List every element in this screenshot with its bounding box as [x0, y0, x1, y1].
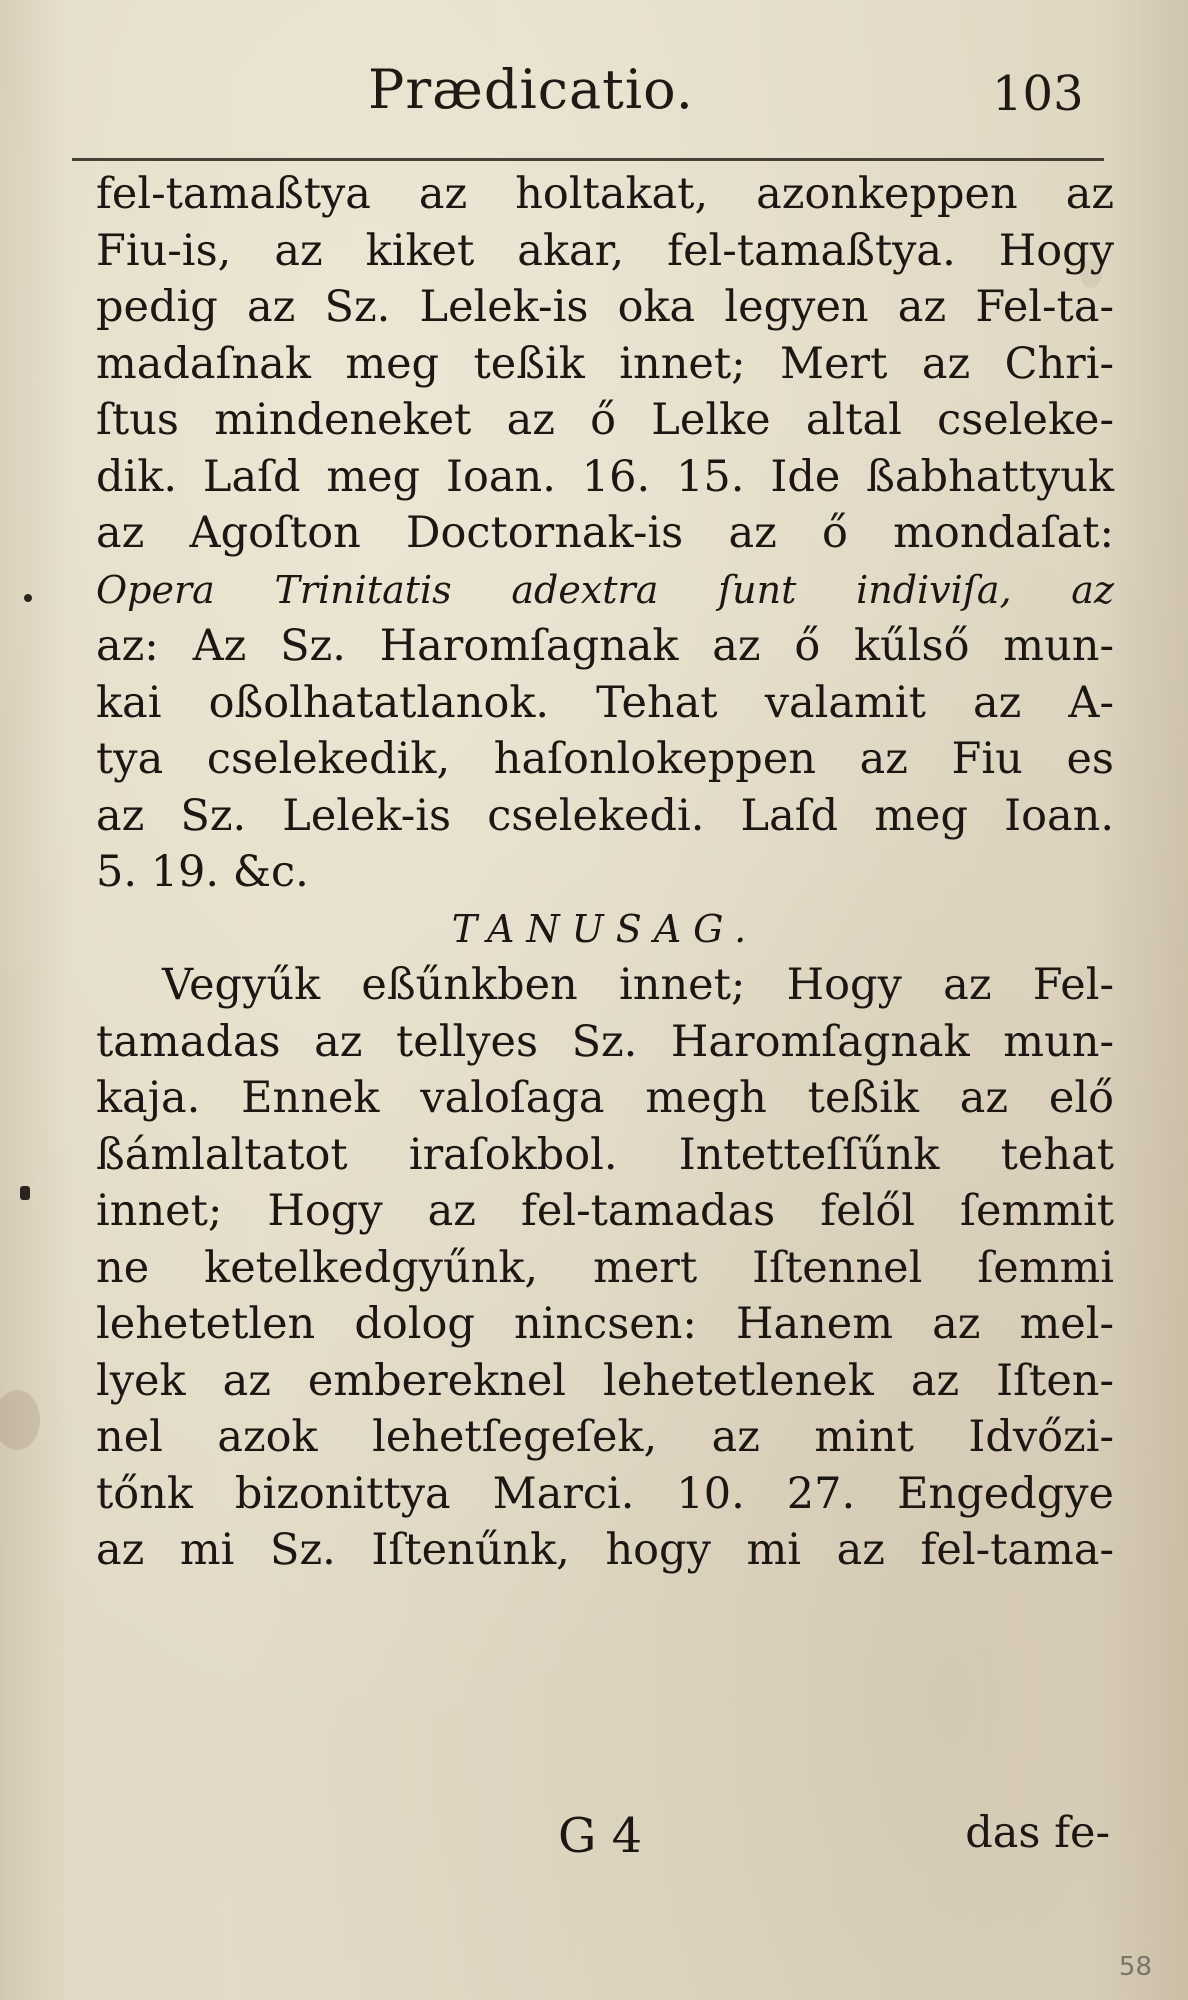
- text-line: tőnk bizonittya Marci. 10. 27. Engedgye: [96, 1468, 1114, 1519]
- text-line: lyek az embereknel lehetetlenek az Iſten-: [96, 1355, 1114, 1406]
- text-line: pedig az Sz. Lelek-is oka legyen az Fel-ta-: [96, 282, 1114, 332]
- text-line: Fiu-is, az kiket akar, fel-tamaßtya. Hogy: [96, 225, 1114, 276]
- running-title: Prædicatio.: [368, 58, 694, 121]
- text-line-latin: Opera Trinitatis adextra ſunt indiviſa, az: [96, 567, 1114, 612]
- text-line: az mi Sz. Iſtenűnk, hogy mi az fel-tama-: [96, 1525, 1114, 1575]
- header-rule: [72, 158, 1104, 161]
- text-line: lehetetlen dolog nincsen: Hanem az mel-: [96, 1299, 1114, 1349]
- text-line: dik. Laſd meg Ioan. 16. 15. Ide ßabhattyuk: [96, 451, 1114, 502]
- text-line: kai oßolhatatlanok. Tehat valamit az A-: [96, 677, 1114, 728]
- body-text: [96, 166, 1114, 1579]
- margin-dot: [20, 1186, 30, 1200]
- text-line: tya cselekedik, haſonlokeppen az Fiu es: [96, 734, 1114, 784]
- text-line: innet; Hogy az fel-tamadas felől ſemmit: [96, 1186, 1114, 1236]
- text-line: madaſnak meg teßik innet; Mert az Chri-: [96, 338, 1114, 389]
- text-line: tamadas az tellyes Sz. Haromſagnak mun-: [96, 1016, 1114, 1067]
- page-number: 103: [992, 66, 1084, 122]
- text-line: fel-tamaßtya az holtakat, azonkeppen az: [96, 169, 1114, 219]
- text-line: ſtus mindeneket az ő Lelke altal cseleke-: [96, 395, 1114, 445]
- catchword: das fe-: [965, 1808, 1110, 1858]
- paper-stain: [0, 1390, 40, 1450]
- text-line: ßámlaltatot iraſokbol. Intetteſſűnk tehat: [96, 1129, 1114, 1180]
- section-heading: TANUSAG.: [451, 906, 759, 951]
- signature-mark: G 4: [558, 1808, 643, 1864]
- text-line: Vegyűk eßűnkben innet; Hogy az Fel-: [162, 960, 1114, 1010]
- text-line: az: Az Sz. Haromſagnak az ő kűlső mun-: [96, 621, 1114, 671]
- pencil-note: 58: [1118, 1952, 1152, 1982]
- text-line: kaja. Ennek valoſaga megh teßik az elő: [96, 1073, 1114, 1123]
- text-line: az Agoſton Doctornak-is az ő mondaſat:: [96, 508, 1114, 558]
- text-line: nel azok lehetſegeſek, az mint Idvőzi-: [96, 1412, 1114, 1462]
- text-line: ne ketelkedgyűnk, mert Iſtennel ſemmi: [96, 1242, 1114, 1293]
- text-line: az Sz. Lelek-is cselekedi. Laſd meg Ioan.: [96, 790, 1114, 841]
- margin-dot: [24, 594, 32, 602]
- page-footer: [96, 1808, 1114, 1868]
- text-line: 5. 19. &c.: [96, 847, 309, 897]
